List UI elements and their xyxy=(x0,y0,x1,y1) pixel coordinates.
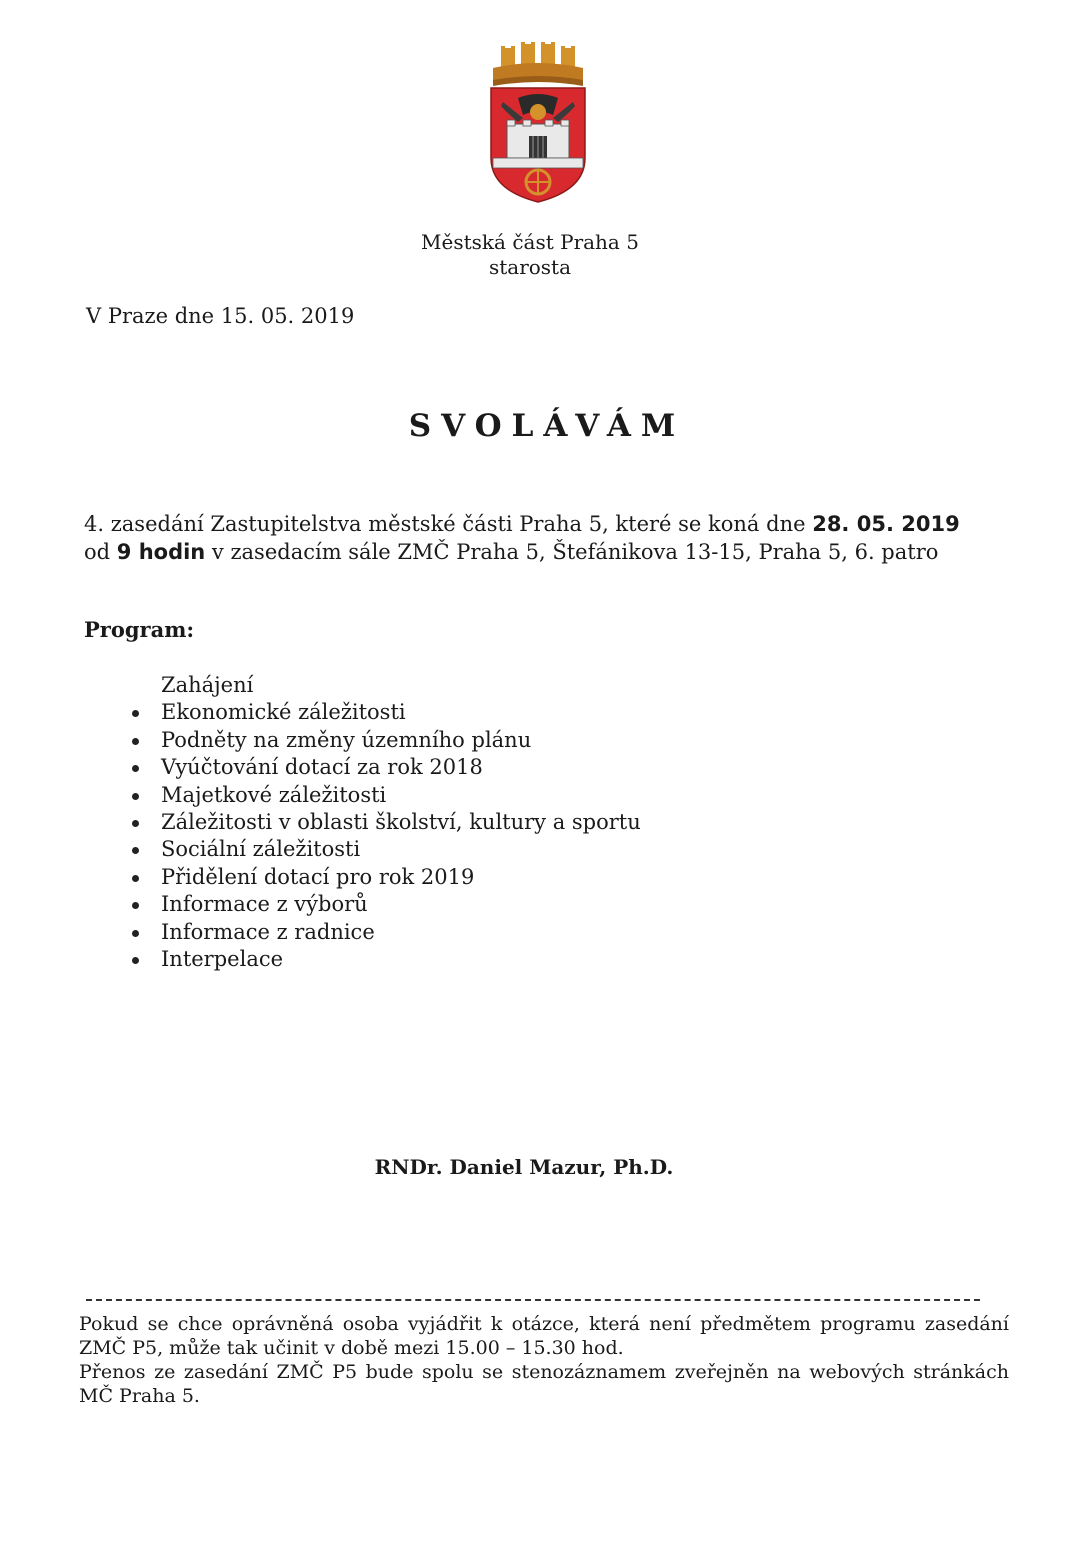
footnote-paragraph-2: Přenos ze zasedání ZMČ P5 bude spolu se stenozáznamem zveřejněn na webových stránkách MČ Praha 5. xyxy=(79,1361,1009,1407)
city-gate-icon xyxy=(507,120,569,158)
meeting-date: 28. 05. 2019 xyxy=(812,512,960,536)
bullet-icon xyxy=(132,738,139,745)
meeting-time: 9 hodin xyxy=(116,540,206,564)
list-item: Podněty na změny územního plánu xyxy=(132,727,641,754)
bullet-icon xyxy=(132,875,139,882)
list-item: Informace z radnice xyxy=(132,919,641,946)
page-title: SVOLÁVÁM xyxy=(408,408,686,444)
issue-date: V Praze dne 15. 05. 2019 xyxy=(86,304,355,328)
dashed-divider xyxy=(86,1299,980,1301)
list-item: Sociální záležitosti xyxy=(132,836,641,863)
program-list xyxy=(132,672,641,973)
bullet-icon xyxy=(132,793,139,800)
list-item: Přidělení dotací pro rok 2019 xyxy=(132,864,641,891)
list-item: Zahájení xyxy=(161,673,254,697)
bullet-icon xyxy=(132,765,139,772)
bullet-icon xyxy=(132,930,139,937)
bullet-icon xyxy=(132,710,139,717)
list-item: Vyúčtování dotací za rok 2018 xyxy=(132,754,641,781)
intro-text-3: v zasedacím sále ZMČ Praha 5, Štefánikova 13-15, Praha 5, 6. patro xyxy=(205,540,939,564)
intro-text-2: od xyxy=(84,540,117,564)
list-item: Záležitosti v oblasti školství, kultury a sportu xyxy=(132,809,641,836)
office-header xyxy=(380,230,680,280)
program-heading: Program: xyxy=(84,617,195,642)
bullet-icon xyxy=(132,902,139,909)
list-item: Interpelace xyxy=(132,946,641,973)
bullet-icon xyxy=(132,957,139,964)
bullet-icon xyxy=(132,847,139,854)
meeting-announcement xyxy=(84,510,1014,566)
list-item: Ekonomické záležitosti xyxy=(132,699,641,726)
footnote xyxy=(79,1312,1009,1408)
list-item: Majetkové záležitosti xyxy=(132,782,641,809)
office-role: starosta xyxy=(488,255,572,279)
organization-name: Městská část Praha 5 xyxy=(421,230,639,254)
intro-text-1: 4. zasedání Zastupitelstva městské části Praha 5, které se koná dne xyxy=(84,512,813,536)
coat-of-arms-emblem xyxy=(483,40,593,205)
bullet-icon xyxy=(132,820,139,827)
crown-icon xyxy=(493,42,583,86)
wheel-icon xyxy=(526,170,550,194)
signatory-name: RNDr. Daniel Mazur, Ph.D. xyxy=(374,1155,674,1179)
footnote-paragraph-1: Pokud se chce oprávněná osoba vyjádřit k otázce, která není předmětem programu zasedání ZMČ P5, může tak učinit v době mezi 15.00 – 15.30 hod. xyxy=(79,1313,1009,1359)
list-item: Informace z výborů xyxy=(132,891,641,918)
